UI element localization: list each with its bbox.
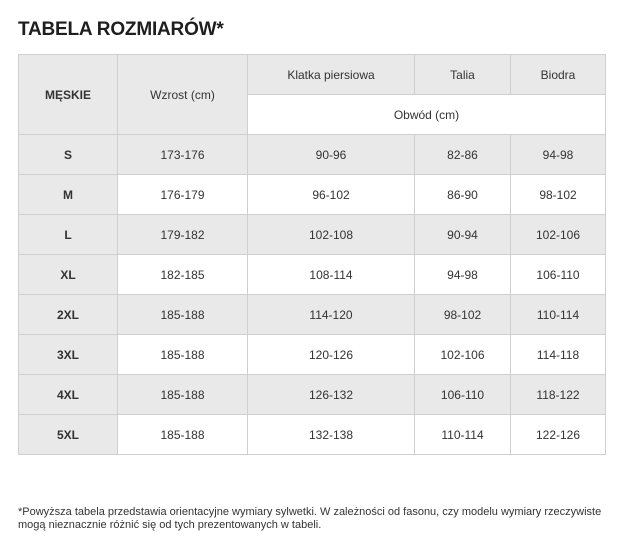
size-cell: 5XL [19,415,118,455]
table-row [19,215,606,255]
size-cell: 2XL [19,295,118,335]
header-mens: MĘSKIE [19,55,118,135]
header-chest: Klatka piersiowa [248,55,415,95]
chest-cell: 108-114 [248,255,415,295]
table-row [19,295,606,335]
size-cell: 4XL [19,375,118,415]
waist-cell: 110-114 [415,415,511,455]
chest-cell: 114-120 [248,295,415,335]
table-row [19,255,606,295]
waist-cell: 82-86 [415,135,511,175]
chest-cell: 120-126 [248,335,415,375]
waist-cell: 106-110 [415,375,511,415]
chest-cell: 132-138 [248,415,415,455]
hips-cell: 122-126 [511,415,606,455]
table-row [19,375,606,415]
page-title: TABELA ROZMIARÓW* [18,19,224,40]
size-cell: 3XL [19,335,118,375]
size-cell: S [19,135,118,175]
hips-cell: 94-98 [511,135,606,175]
hips-cell: 102-106 [511,215,606,255]
table-row [19,175,606,215]
hips-cell: 98-102 [511,175,606,215]
chest-cell: 96-102 [248,175,415,215]
waist-cell: 98-102 [415,295,511,335]
waist-cell: 90-94 [415,215,511,255]
chest-cell: 90-96 [248,135,415,175]
chest-cell: 102-108 [248,215,415,255]
header-hips: Biodra [511,55,606,95]
height-cell: 179-182 [118,215,248,255]
size-cell: L [19,215,118,255]
hips-cell: 118-122 [511,375,606,415]
waist-cell: 102-106 [415,335,511,375]
waist-cell: 94-98 [415,255,511,295]
hips-cell: 114-118 [511,335,606,375]
height-cell: 185-188 [118,375,248,415]
header-row [19,55,606,95]
header-waist: Talia [415,55,511,95]
height-cell: 182-185 [118,255,248,295]
footnote: *Powyższa tabela przedstawia orientacyjne wymiary sylwetki. W zależności od fasonu, czy modelu wymiary rzeczywiste mogą nieznacznie różnić się od tych prezentowanych w tabeli. [18,506,602,531]
height-cell: 185-188 [118,415,248,455]
size-chart-table [18,54,606,455]
size-cell: M [19,175,118,215]
height-cell: 185-188 [118,295,248,335]
size-cell: XL [19,255,118,295]
table-row [19,135,606,175]
header-height: Wzrost (cm) [118,55,248,135]
hips-cell: 110-114 [511,295,606,335]
waist-cell: 86-90 [415,175,511,215]
header-circumference: Obwód (cm) [248,95,606,135]
height-cell: 176-179 [118,175,248,215]
table-row [19,415,606,455]
height-cell: 185-188 [118,335,248,375]
hips-cell: 106-110 [511,255,606,295]
chest-cell: 126-132 [248,375,415,415]
height-cell: 173-176 [118,135,248,175]
table-row [19,335,606,375]
